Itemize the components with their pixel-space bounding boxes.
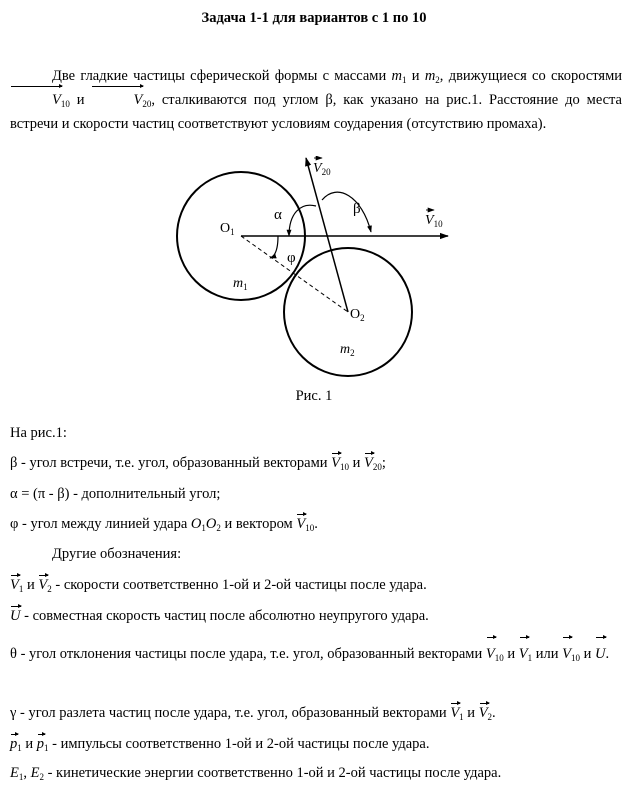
def-beta: β - угол встречи, т.е. угол, образованный векторами $V_{10}$ и $V_{20}$; [10,455,386,472]
label-V10 [425,210,443,229]
label-phi: φ [287,250,296,266]
def-p: $p_1$ и $p_1$ - импульсы соответственно 1-ой и 2-ой частицы после удара. [10,736,430,753]
page-title: Задача 1-1 для вариантов с 1 по 10 [201,10,427,26]
collision-figure [0,156,628,386]
label-O1: $O_1$ [220,221,235,237]
other-header: Другие обозначения: [52,546,182,562]
def-v: $V_1$ и $V_2$ - скорости соответственно 1-ой и 2-ой частицы после удара. [10,577,427,594]
svg-text:V10: $V_{10}$ [425,213,443,229]
def-u: U - совместная скорость частиц после абсолютно неупругого удара. [10,608,429,624]
beta-arc [322,192,371,232]
svg-text:V20: $V_{20}$ [313,161,331,177]
figure-caption: Рис. 1 [295,388,333,404]
label-beta: β [353,201,361,217]
label-m1: $m_1$ [233,276,248,292]
phi-arc [270,236,278,258]
v20-vector [306,158,348,312]
defs-header: На рис.1: [10,425,67,441]
label-O2: $O_2$ [350,307,365,323]
label-alpha: α [274,207,282,223]
def-gamma: γ - угол разлета частиц после удара, т.е. угол, образованный векторами $V_1$ и $V_2$. [10,705,496,722]
label-m2: $m_2$ [340,342,355,358]
label-V20 [313,158,331,177]
intro-paragraph: Две гладкие частицы сферической формы с массами $m_1$ и $m_2$, движущиеся со скоростями $V_{10}$ и $V_{20}$, сталкиваются под углом β, как указано на рис.1. Расстояние до места встречи и скорости частиц соответствуют условиям соударения (отсутствию промаха). [10,68,623,132]
def-phi: φ - угол между линией удара $O_1O_2$ и вектором $V_{10}$. [10,516,318,533]
def-theta: θ - угол отклонения частицы после удара, т.е. угол, образованный векторами $V_{10}$ и $V_1$ или $V_{10}$ и U. [10,639,622,669]
def-e: $E_1$, $E_2$ - кинетические энергии соответственно 1-ой и 2-ой частицы после удара. [10,765,502,782]
impact-line [241,236,348,312]
def-alpha: α = (π - β) - дополнительный угол; [10,486,221,502]
